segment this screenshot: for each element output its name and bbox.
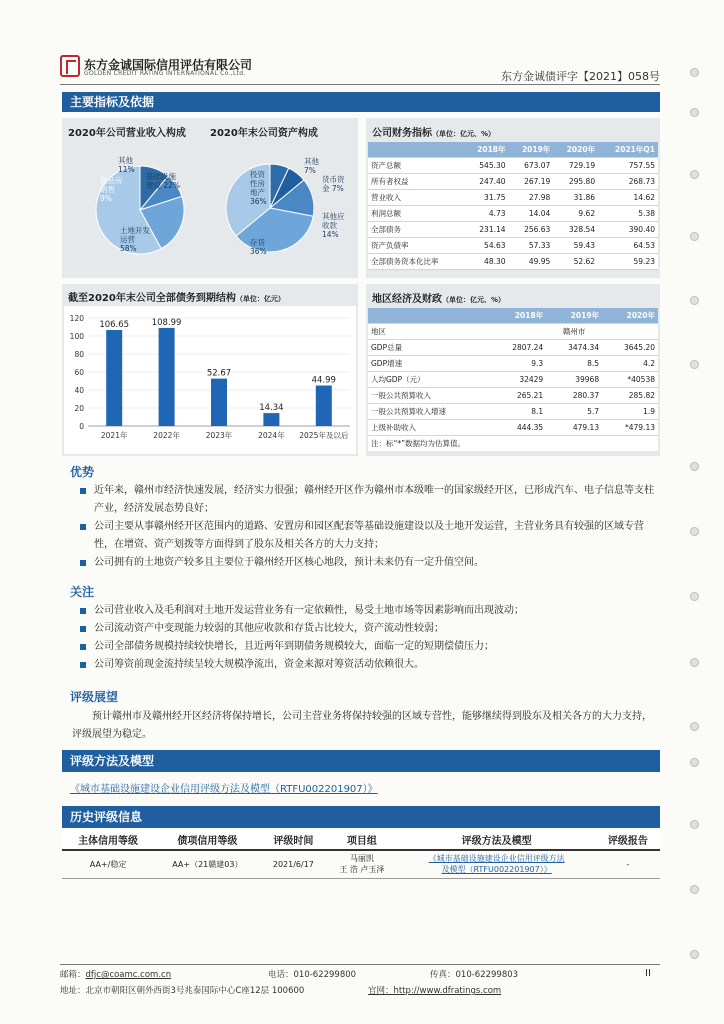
fin-cell: 247.40 (464, 174, 509, 190)
fin-row (368, 190, 658, 206)
region-unit: （单位：亿元、%） (442, 296, 506, 304)
region-cell: *40538 (602, 372, 658, 388)
pie2-label-investment-property: 投资性房地产 36% (250, 170, 267, 206)
fin-cell: 31.75 (464, 190, 509, 206)
history-team (326, 850, 397, 878)
company-name-cn: 东方金诚国际信用评估有限公司 (84, 58, 253, 72)
fin-cell: 营业收入 (368, 190, 464, 206)
binder-hole-icon (690, 68, 699, 77)
pie2-label-other: 其他 7% (304, 157, 319, 175)
x-tick-label: 2023年 (205, 431, 233, 440)
fin-title: 公司财务指标 (372, 128, 432, 139)
fin-header-cell: 2019年 (509, 142, 554, 158)
region-header-row (368, 308, 658, 324)
region-cell: 39968 (546, 372, 602, 388)
history-table (62, 830, 660, 879)
fin-cell: 资产总额 (368, 158, 464, 174)
y-tick-label: 60 (74, 368, 84, 377)
fin-cell: 31.86 (553, 190, 598, 206)
advantages-heading: 优势 (70, 465, 95, 479)
region-header-cell: 2019年 (546, 308, 602, 324)
region-header-cell: 2018年 (490, 308, 546, 324)
method-link[interactable]: 《城市基础设施建设企业信用评级方法及模型（RTFU002201907）》 (70, 784, 378, 795)
concern-item: 公司流动资产中变现能力较弱的其他应收款和存货占比较大，资产流动性较弱； (76, 620, 660, 638)
fin-cell: 4.73 (464, 206, 509, 222)
fin-row (368, 206, 658, 222)
page-number: II (645, 968, 651, 979)
region-row (368, 356, 658, 372)
region-title: 地区经济及财政 (372, 294, 442, 305)
outlook-heading: 评级展望 (70, 690, 119, 704)
history-header-cell: 债项信用等级 (154, 830, 260, 850)
region-cell: 285.82 (602, 388, 658, 404)
region-cell: GDP增速 (368, 356, 490, 372)
binder-hole-icon (690, 527, 699, 536)
history-method-line1: 《城市基础设施建设企业信用评级方法 (428, 854, 565, 864)
pie2-label-cash: 货币资金 7% (322, 175, 345, 193)
x-tick-label: 2024年 (258, 431, 285, 440)
region-row (368, 372, 658, 388)
company-name-en: GOLDEN CREDIT RATING INTERNATIONAL Co.,Ltd. (84, 70, 246, 77)
y-tick-label: 80 (74, 350, 84, 359)
region-note: 注：标“*”数据均为估算值。 (371, 439, 466, 448)
region-area-label: 地区 (368, 324, 490, 340)
history-header-cell: 项目组 (326, 830, 397, 850)
fin-cell: 全部债务 (368, 222, 464, 238)
region-cell: 444.35 (490, 420, 546, 436)
concerns-list (76, 602, 660, 674)
advantage-item: 近年来，赣州市经济快速发展，经济实力很强；赣州经开区作为赣州市本级唯一的国家级经开区，已形成汽车、电子信息等支柱产业，经济发展态势良好； (76, 482, 660, 518)
region-cell: 人均GDP（元） (368, 372, 490, 388)
fin-table (368, 142, 658, 270)
fin-cell: 673.07 (509, 158, 554, 174)
fin-cell: 资产负债率 (368, 238, 464, 254)
concerns-heading: 关注 (70, 585, 95, 599)
region-cell: 上级补助收入 (368, 420, 490, 436)
binder-hole-icon (690, 658, 699, 667)
pie1-title: 2020年公司营业收入构成 (68, 128, 186, 139)
history-header-row (62, 830, 660, 850)
fin-cell: 231.14 (464, 222, 509, 238)
y-tick-label: 120 (69, 314, 84, 323)
debt-bar (159, 328, 175, 426)
fin-cell: 49.95 (509, 254, 554, 270)
fin-header-cell: 2018年 (464, 142, 509, 158)
y-tick-label: 20 (74, 404, 84, 413)
x-tick-label: 2022年 (153, 431, 180, 440)
pie1-label-housing: 商品房销售 9% (100, 176, 123, 203)
pie1-label-infra: 基础设施建设 22% (146, 172, 181, 190)
fin-cell: 14.62 (598, 190, 658, 206)
footer-mail (60, 968, 171, 980)
history-header-cell: 评级报告 (596, 830, 660, 850)
fin-row (368, 238, 658, 254)
binder-hole-icon (690, 820, 699, 829)
region-area-row (368, 324, 658, 340)
debt-title: 截至2020年末公司全部债务到期结构 (68, 293, 236, 304)
region-cell: 32429 (490, 372, 546, 388)
fin-row (368, 158, 658, 174)
history-team-line2: 王 浩 卢玉泽 (339, 865, 385, 875)
region-cell: 479.13 (546, 420, 602, 436)
fin-cell: 295.80 (553, 174, 598, 190)
fin-cell: 256.63 (509, 222, 554, 238)
advantages-list (76, 482, 660, 572)
fin-cell: 328.54 (553, 222, 598, 238)
region-cell: 4.2 (602, 356, 658, 372)
binder-hole-icon (690, 232, 699, 241)
bar-value-label: 52.67 (206, 368, 232, 379)
history-row (62, 850, 660, 878)
header-divider (60, 84, 660, 85)
y-tick-label: 40 (74, 386, 84, 395)
fin-header-cell (368, 142, 464, 158)
fin-row (368, 174, 658, 190)
debt-bar (316, 386, 332, 426)
region-cell: GDP总量 (368, 340, 490, 356)
footer-mail-label: 邮箱： (60, 970, 86, 980)
region-cell: *479.13 (602, 420, 658, 436)
region-cell: 8.5 (546, 356, 602, 372)
region-table (368, 308, 658, 436)
region-header-cell: 2020年 (602, 308, 658, 324)
bar-value-label: 108.99 (151, 317, 182, 328)
debt-title-wrap (68, 289, 285, 304)
binder-hole-icon (690, 758, 699, 767)
history-header-cell: 评级方法及模型 (398, 830, 596, 850)
region-cell: 5.7 (546, 404, 602, 420)
pie2-label-receivable: 其他应收款 14% (322, 212, 345, 239)
fin-cell: 64.53 (598, 238, 658, 254)
y-tick-label: 0 (79, 422, 84, 431)
debt-maturity-chart (64, 306, 356, 454)
region-cell: 3474.34 (546, 340, 602, 356)
fin-cell: 268.73 (598, 174, 658, 190)
fin-cell: 48.30 (464, 254, 509, 270)
region-cell: 9.3 (490, 356, 546, 372)
section-bar-main-indicators: 主要指标及依据 (62, 92, 660, 112)
history-header-cell: 评级时间 (261, 830, 327, 850)
binder-hole-icon (690, 950, 699, 959)
fin-cell: 27.98 (509, 190, 554, 206)
history-method-link[interactable] (398, 850, 596, 878)
binder-hole-icon (690, 170, 699, 179)
binder-hole-icon (690, 592, 699, 601)
fin-cell: 52.62 (553, 254, 598, 270)
fin-cell: 所有者权益 (368, 174, 464, 190)
pie2-title: 2020年末公司资产构成 (210, 128, 318, 139)
fin-cell: 利润总额 (368, 206, 464, 222)
advantage-item: 公司拥有的土地资产较多且主要位于赣州经开区核心地段，预计未来仍有一定升值空间。 (76, 554, 660, 572)
fin-cell: 9.62 (553, 206, 598, 222)
region-cell: 8.1 (490, 404, 546, 420)
fin-cell: 545.30 (464, 158, 509, 174)
fin-unit: （单位：亿元、%） (432, 130, 496, 138)
region-cell: 280.37 (546, 388, 602, 404)
bar-value-label: 14.34 (259, 403, 284, 414)
region-table-wrap (368, 308, 658, 451)
debt-unit: （单位：亿元） (235, 295, 285, 303)
region-cell: 1.9 (602, 404, 658, 420)
y-tick-label: 100 (69, 332, 84, 341)
footer-address: 地址：北京市朝阳区朝外西街3号兆泰国际中心C座12层 100600 (60, 986, 305, 996)
fin-cell: 54.63 (464, 238, 509, 254)
fin-cell: 390.40 (598, 222, 658, 238)
fin-cell: 14.04 (509, 206, 554, 222)
history-report: - (596, 850, 660, 878)
region-cell: 2807.24 (490, 340, 546, 356)
debt-bar (106, 330, 122, 426)
region-row (368, 404, 658, 420)
x-tick-label: 2025年及以后 (299, 431, 349, 440)
history-table-wrap (62, 830, 660, 879)
pie2-label-inventory: 存货 36% (250, 238, 267, 256)
region-row (368, 420, 658, 436)
history-issuer-rating: AA+/稳定 (62, 850, 154, 878)
fin-header-cell: 2020年 (553, 142, 598, 158)
fin-cell: 全部债务资本化比率 (368, 254, 464, 270)
region-header-cell (368, 308, 490, 324)
fin-row (368, 222, 658, 238)
binder-hole-icon (690, 462, 699, 471)
region-cell: 3645.20 (602, 340, 658, 356)
fin-cell: 59.23 (598, 254, 658, 270)
binder-hole-icon (690, 108, 699, 117)
region-row (368, 388, 658, 404)
pie1-label-other: 其他 11% (118, 156, 135, 174)
footer-tel: 电话：010-62299800 (268, 970, 357, 980)
debt-bar (263, 413, 279, 426)
section-bar-history: 历史评级信息 (62, 806, 660, 828)
region-cell: 一般公共预算收入 (368, 388, 490, 404)
outlook-text: 预计赣州市及赣州经开区经济将保持增长，公司主营业务将保持较强的区域专营性，能够继续得到股东及相关各方的大力支持，评级展望为稳定。 (72, 711, 652, 740)
fin-cell: 59.43 (553, 238, 598, 254)
fin-cell: 729.19 (553, 158, 598, 174)
section-bar-method: 评级方法及模型 (62, 750, 660, 772)
fin-cell: 57.33 (509, 238, 554, 254)
region-row (368, 340, 658, 356)
history-header-cell: 主体信用等级 (62, 830, 154, 850)
fin-cell: 267.19 (509, 174, 554, 190)
bar-value-label: 44.99 (311, 375, 336, 386)
fin-header-row (368, 142, 658, 158)
binder-hole-icon (690, 722, 699, 731)
footer-fax: 传真：010-62299803 (430, 970, 519, 980)
binder-hole-icon (690, 296, 699, 305)
region-title-wrap (372, 290, 505, 305)
history-method-line2: 及模型（RTFU002201907）》 (441, 865, 552, 875)
bar-value-label: 106.65 (99, 320, 130, 331)
region-cell: 265.21 (490, 388, 546, 404)
concern-item: 公司全部债务规模持续较快增长，且近两年到期债务规模较大，面临一定的短期偿债压力； (76, 638, 660, 656)
debt-bar (211, 379, 227, 426)
x-tick-label: 2021年 (100, 431, 128, 440)
concern-item: 公司营业收入及毛利润对土地开发运营业务有一定依赖性，易受土地市场等因素影响而出现波动； (76, 602, 660, 620)
history-bond-rating: AA+（21赣建03） (154, 850, 260, 878)
pie1-label-land: 土地开发运营 58% (120, 226, 150, 253)
fin-row (368, 254, 658, 270)
fin-cell: 5.38 (598, 206, 658, 222)
fin-header-cell: 2021年Q1 (598, 142, 658, 158)
binder-hole-icon (690, 885, 699, 894)
fin-table-wrap (368, 142, 658, 270)
footer-divider (60, 964, 660, 965)
concern-item: 公司筹资前现金流持续呈较大规模净流出，资金来源对筹资活动依赖很大。 (76, 656, 660, 674)
history-team-line1: 马丽凯 (349, 854, 374, 864)
fin-cell: 757.55 (598, 158, 658, 174)
region-area-value: 赣州市 (490, 324, 658, 340)
document-number: 东方金诚债评字【2021】058号 (501, 70, 660, 83)
fin-title-wrap (372, 124, 495, 139)
footer-mail-link[interactable]: dfjc@coamc.com.cn (85, 970, 172, 980)
binder-hole-icon (690, 360, 699, 369)
footer-website[interactable]: 官网：http://www.dfratings.com (368, 986, 502, 996)
advantage-item: 公司主要从事赣州经开区范围内的道路、安置房和园区配套等基础设施建设以及土地开发运营，主营业务具有较强的区域专营性，在增资、资产划拨等方面得到了股东及相关各方的大力支持； (76, 518, 660, 554)
company-logo-icon (60, 55, 80, 77)
region-cell: 一般公共预算收入增速 (368, 404, 490, 420)
history-date: 2021/6/17 (261, 850, 327, 878)
